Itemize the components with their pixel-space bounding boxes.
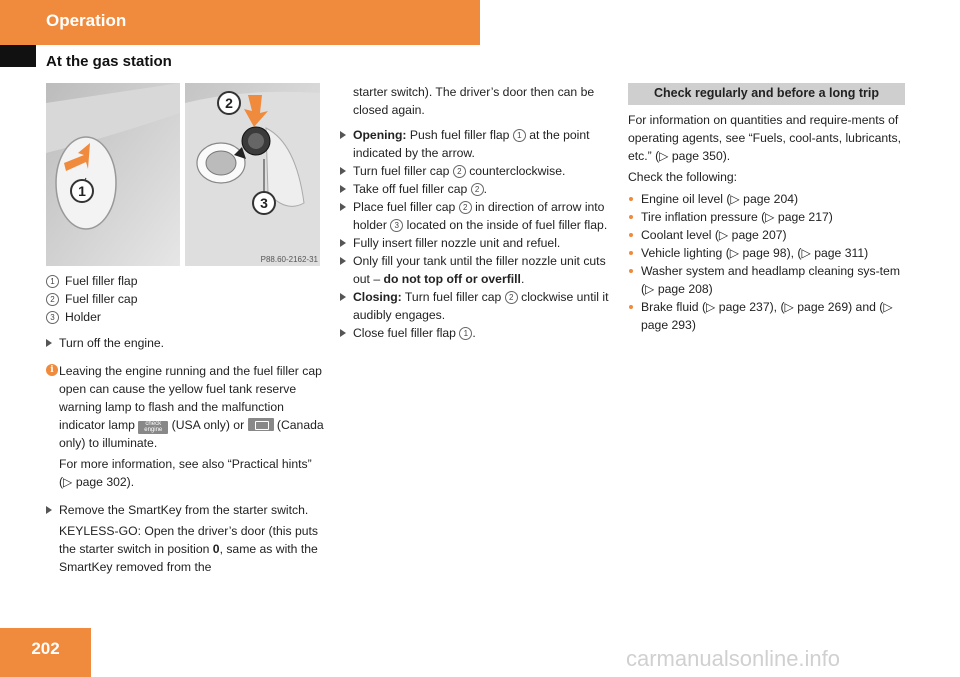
step-arrow-icon [46,506,52,514]
info-icon: i [46,364,58,376]
check-engine-lamp-icon: check engine [138,421,168,434]
step-close-flap: Close fuel filler flap 1 . [340,324,616,342]
column-middle [340,83,616,342]
check-following-text: Check the following: [628,170,738,184]
step-remove-smartkey: Remove the SmartKey from the starter switch. [46,501,326,519]
legend-item: 1 Fuel filler flap [46,272,326,290]
step-arrow-icon [46,339,52,347]
step-turn-cap: Turn fuel filler cap 2 counterclockwise. [340,162,616,180]
header-marker [0,45,36,67]
check-list-item: Coolant level (▷ page 207) [628,226,908,244]
keyless-go-text: KEYLESS-GO: Open the driver’s door (this puts the starter switch in position 0, same as with the SmartKey removed from the [59,524,318,574]
engine-lamp-icon [248,418,274,431]
column-left [46,272,326,576]
step-turn-off-engine: Turn off the engine. [46,334,326,352]
operating-agents-text: For information on quantities and require-ments of operating agents, see “Fuels, cool-ants, lubricants, etc.” (▷ page 350). [628,113,902,163]
step-fill-limit: Only fill your tank until the filler nozzle unit cuts out – do not top off or overfill. [340,252,616,288]
column-right [628,111,908,334]
page-number-box [0,628,91,677]
watermark: carmanualsonline.info [626,646,841,671]
check-list-item: Engine oil level (▷ page 204) [628,190,908,208]
svg-text:1: 1 [78,183,86,199]
legend-item: 3 Holder [46,308,326,326]
step-refuel: Fully insert filler nozzle unit and refuel. [340,234,616,252]
chapter-title: Operation [46,11,127,30]
svg-text:3: 3 [260,195,268,211]
check-regularly-heading: Check regularly and before a long trip [628,83,905,105]
figure-code: P88.60-2162-31 [260,255,318,264]
note-more: For more information, see also “Practical hints” (▷ page 302). [59,457,312,489]
section-title: At the gas station [46,53,172,70]
step-place-cap: Place fuel filler cap 2 in direction of arrow into holder 3 located on the inside of fuel filler flap. [340,198,616,234]
check-list-item: Brake fluid (▷ page 237), (▷ page 269) and (▷ page 293) [628,298,908,334]
fuel-filler-figure [46,83,320,266]
check-list-item: Tire inflation pressure (▷ page 217) [628,208,908,226]
page-number: 202 [31,639,60,658]
step-take-off-cap: Take off fuel filler cap 2 . [340,180,616,198]
check-list-item: Vehicle lighting (▷ page 98), (▷ page 311) [628,244,908,262]
check-list-item: Washer system and headlamp cleaning sys-tem (▷ page 208) [628,262,908,298]
svg-text:2: 2 [225,95,233,111]
legend-item: 2 Fuel filler cap [46,290,326,308]
chapter-header [0,0,480,45]
continued-text: starter switch). The driver’s door then can be closed again. [353,85,595,117]
step-opening: Opening: Push fuel filler flap 1 at the point indicated by the arrow. [340,126,616,162]
info-note: i Leaving the engine running and the fuel filler cap open can cause the yellow fuel tank reserve warning lamp to flash and the malfunction indicator lamp check engine (USA only) or (Canada only) to illuminate. For more information, see also “Practical hints” (▷ page 302). [46,362,326,491]
step-closing: Closing: Turn fuel filler cap 2 clockwise until it audibly engages. [340,288,616,324]
